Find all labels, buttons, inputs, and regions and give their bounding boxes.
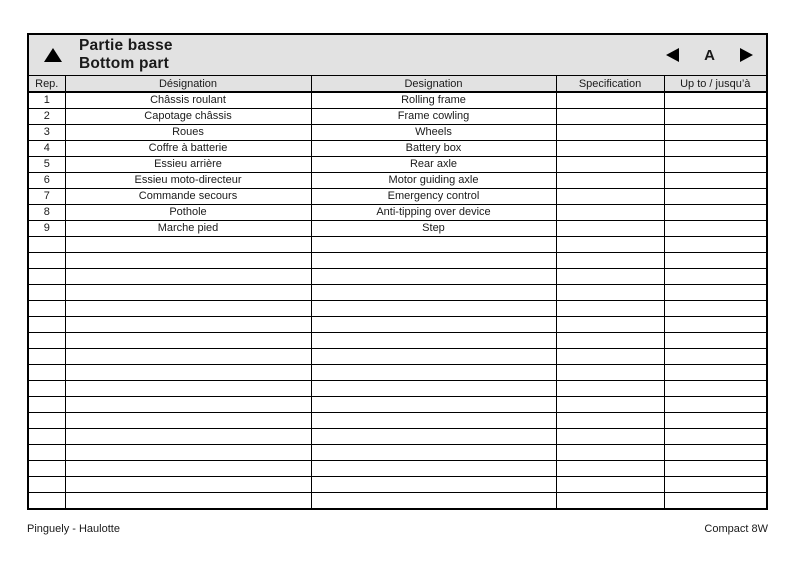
cell-specification <box>556 204 664 220</box>
cell-specification <box>556 364 664 380</box>
cell-specification <box>556 316 664 332</box>
cell-designation-en <box>311 476 556 492</box>
table-row-empty <box>29 428 766 444</box>
cell-designation-en <box>311 300 556 316</box>
cell-up-to <box>664 444 766 460</box>
table-row-empty <box>29 300 766 316</box>
cell-rep <box>29 380 65 396</box>
cell-designation-fr: Essieu arrière <box>65 156 311 172</box>
cell-designation-fr <box>65 268 311 284</box>
cell-rep <box>29 236 65 252</box>
parts-list-sheet <box>27 33 768 510</box>
cell-designation-fr <box>65 412 311 428</box>
cell-designation-en: Battery box <box>311 140 556 156</box>
cell-specification <box>556 108 664 124</box>
table-row-empty <box>29 380 766 396</box>
cell-rep <box>29 348 65 364</box>
cell-designation-fr: Roues <box>65 124 311 140</box>
cell-up-to <box>664 220 766 236</box>
cell-designation-en <box>311 444 556 460</box>
cell-rep: 9 <box>29 220 65 236</box>
cell-rep <box>29 268 65 284</box>
cell-up-to <box>664 188 766 204</box>
col-header-up-to: Up to / jusqu’à <box>664 76 766 92</box>
cell-designation-en: Frame cowling <box>311 108 556 124</box>
cell-specification <box>556 348 664 364</box>
cell-rep <box>29 284 65 300</box>
cell-designation-en <box>311 252 556 268</box>
table-row-empty <box>29 332 766 348</box>
cell-up-to <box>664 396 766 412</box>
triangle-left-icon[interactable] <box>666 48 679 62</box>
cell-up-to <box>664 236 766 252</box>
cell-designation-fr: Coffre à batterie <box>65 140 311 156</box>
cell-rep <box>29 428 65 444</box>
cell-specification <box>556 236 664 252</box>
col-header-designation-fr: Désignation <box>65 76 311 92</box>
table-row <box>29 108 766 124</box>
page-title-fr: Partie basse <box>79 37 173 54</box>
cell-rep <box>29 492 65 508</box>
table-header-row <box>29 76 766 92</box>
cell-designation-fr <box>65 300 311 316</box>
cell-rep <box>29 364 65 380</box>
cell-up-to <box>664 492 766 508</box>
cell-designation-en: Anti-tipping over device <box>311 204 556 220</box>
table-row-empty <box>29 492 766 508</box>
parts-table <box>29 76 766 508</box>
cell-rep: 1 <box>29 92 65 108</box>
table-row <box>29 172 766 188</box>
cell-specification <box>556 460 664 476</box>
cell-rep: 5 <box>29 156 65 172</box>
cell-designation-en <box>311 492 556 508</box>
cell-rep <box>29 332 65 348</box>
triangle-right-icon[interactable] <box>740 48 753 62</box>
cell-specification <box>556 476 664 492</box>
cell-specification <box>556 492 664 508</box>
cell-rep <box>29 300 65 316</box>
cell-specification <box>556 220 664 236</box>
cell-designation-fr <box>65 316 311 332</box>
page-title <box>79 37 173 73</box>
cell-specification <box>556 284 664 300</box>
cell-up-to <box>664 348 766 364</box>
cell-designation-en <box>311 268 556 284</box>
cell-designation-en <box>311 396 556 412</box>
table-row-empty <box>29 284 766 300</box>
cell-specification <box>556 380 664 396</box>
cell-designation-en: Rolling frame <box>311 92 556 108</box>
cell-specification <box>556 156 664 172</box>
cell-designation-en: Emergency control <box>311 188 556 204</box>
footer-model: Compact 8W <box>704 523 768 535</box>
cell-rep: 4 <box>29 140 65 156</box>
cell-designation-fr: Châssis roulant <box>65 92 311 108</box>
cell-rep <box>29 444 65 460</box>
table-row-empty <box>29 396 766 412</box>
table-row-empty <box>29 412 766 428</box>
cell-up-to <box>664 332 766 348</box>
cell-designation-fr <box>65 444 311 460</box>
cell-designation-en <box>311 364 556 380</box>
cell-up-to <box>664 364 766 380</box>
table-row-empty <box>29 460 766 476</box>
cell-specification <box>556 188 664 204</box>
cell-designation-fr <box>65 460 311 476</box>
cell-designation-fr: Pothole <box>65 204 311 220</box>
cell-designation-fr <box>65 396 311 412</box>
cell-rep: 8 <box>29 204 65 220</box>
cell-up-to <box>664 428 766 444</box>
cell-up-to <box>664 140 766 156</box>
footer-manufacturer: Pinguely - Haulotte <box>27 523 120 535</box>
cell-designation-en <box>311 284 556 300</box>
cell-specification <box>556 428 664 444</box>
table-row <box>29 220 766 236</box>
cell-up-to <box>664 124 766 140</box>
col-header-specification: Specification <box>556 76 664 92</box>
table-row <box>29 156 766 172</box>
table-row-empty <box>29 348 766 364</box>
cell-designation-en: Step <box>311 220 556 236</box>
cell-designation-fr: Essieu moto-directeur <box>65 172 311 188</box>
cell-designation-fr <box>65 492 311 508</box>
cell-designation-fr <box>65 476 311 492</box>
cell-specification <box>556 444 664 460</box>
cell-designation-fr <box>65 348 311 364</box>
cell-up-to <box>664 284 766 300</box>
cell-rep <box>29 412 65 428</box>
cell-up-to <box>664 204 766 220</box>
cell-designation-fr: Commande secours <box>65 188 311 204</box>
cell-up-to <box>664 316 766 332</box>
cell-up-to <box>664 476 766 492</box>
cell-up-to <box>664 108 766 124</box>
table-row-empty <box>29 444 766 460</box>
section-nav <box>666 47 753 64</box>
cell-up-to <box>664 156 766 172</box>
col-header-rep: Rep. <box>29 76 65 92</box>
cell-up-to <box>664 92 766 108</box>
cell-up-to <box>664 412 766 428</box>
cell-designation-en: Motor guiding axle <box>311 172 556 188</box>
table-row-empty <box>29 252 766 268</box>
cell-designation-fr <box>65 236 311 252</box>
cell-rep <box>29 252 65 268</box>
cell-up-to <box>664 300 766 316</box>
cell-designation-en <box>311 428 556 444</box>
table-row <box>29 188 766 204</box>
section-letter: A <box>704 46 715 64</box>
triangle-up-icon[interactable] <box>44 48 62 62</box>
cell-rep: 6 <box>29 172 65 188</box>
page-title-en: Bottom part <box>79 55 170 72</box>
cell-designation-en: Rear axle <box>311 156 556 172</box>
cell-rep <box>29 316 65 332</box>
title-block <box>29 35 766 76</box>
col-header-designation-en: Designation <box>311 76 556 92</box>
cell-up-to <box>664 380 766 396</box>
table-row <box>29 92 766 108</box>
cell-specification <box>556 140 664 156</box>
table-row-empty <box>29 364 766 380</box>
cell-designation-fr <box>65 428 311 444</box>
table-row <box>29 140 766 156</box>
cell-designation-en <box>311 348 556 364</box>
cell-designation-fr <box>65 284 311 300</box>
cell-designation-en: Wheels <box>311 124 556 140</box>
cell-up-to <box>664 172 766 188</box>
cell-rep <box>29 396 65 412</box>
cell-designation-fr <box>65 332 311 348</box>
cell-specification <box>556 252 664 268</box>
cell-designation-en <box>311 236 556 252</box>
cell-designation-en <box>311 380 556 396</box>
table-row-empty <box>29 316 766 332</box>
cell-specification <box>556 300 664 316</box>
cell-rep: 3 <box>29 124 65 140</box>
table-body <box>29 92 766 508</box>
cell-specification <box>556 396 664 412</box>
cell-up-to <box>664 252 766 268</box>
cell-designation-fr <box>65 364 311 380</box>
page-footer <box>27 523 768 535</box>
cell-specification <box>556 412 664 428</box>
cell-rep <box>29 460 65 476</box>
cell-specification <box>556 268 664 284</box>
cell-designation-en <box>311 412 556 428</box>
cell-designation-fr: Capotage châssis <box>65 108 311 124</box>
cell-specification <box>556 332 664 348</box>
cell-designation-fr <box>65 380 311 396</box>
cell-rep: 7 <box>29 188 65 204</box>
cell-designation-fr: Marche pied <box>65 220 311 236</box>
table-row <box>29 124 766 140</box>
cell-specification <box>556 172 664 188</box>
table-row <box>29 204 766 220</box>
cell-up-to <box>664 268 766 284</box>
cell-designation-en <box>311 332 556 348</box>
cell-specification <box>556 124 664 140</box>
cell-specification <box>556 92 664 108</box>
cell-designation-en <box>311 316 556 332</box>
cell-rep: 2 <box>29 108 65 124</box>
cell-designation-en <box>311 460 556 476</box>
table-row-empty <box>29 476 766 492</box>
cell-rep <box>29 476 65 492</box>
cell-up-to <box>664 460 766 476</box>
table-row-empty <box>29 268 766 284</box>
cell-designation-fr <box>65 252 311 268</box>
table-row-empty <box>29 236 766 252</box>
